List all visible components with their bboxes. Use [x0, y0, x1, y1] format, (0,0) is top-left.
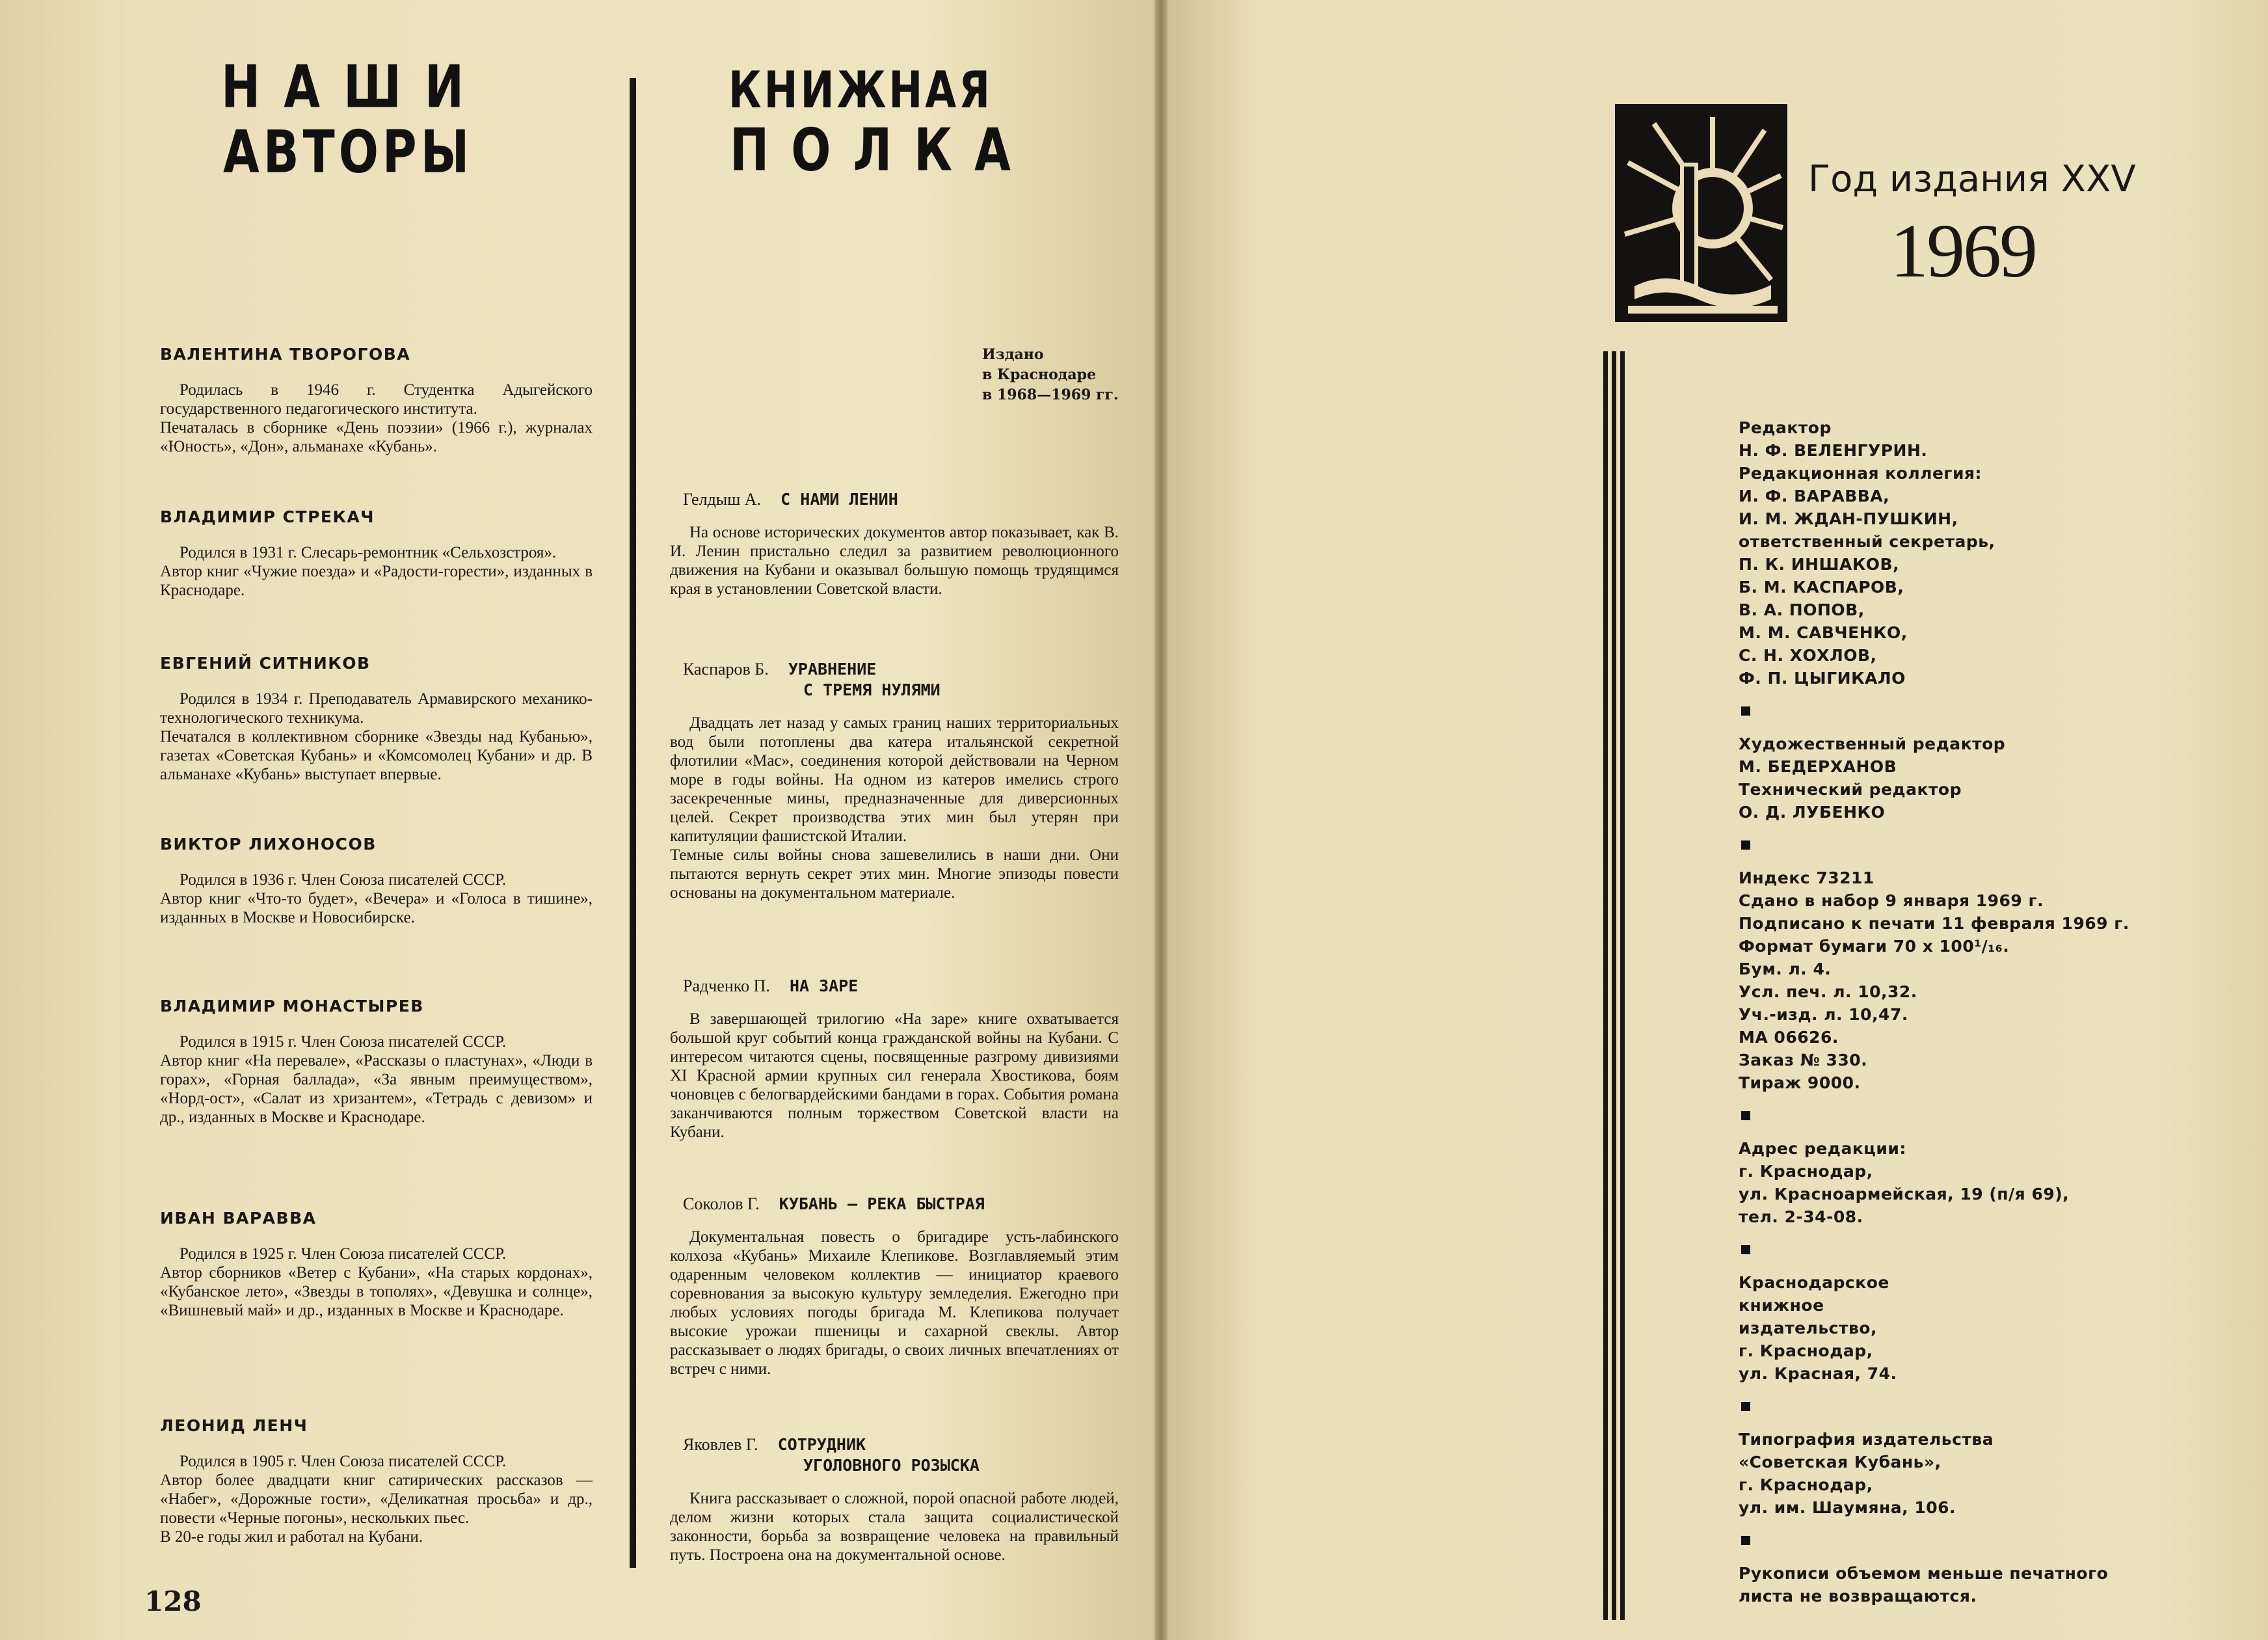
imprint-line: Рукописи объемом меньше печатного: [1739, 1564, 2109, 1583]
bullet-square-icon: [1741, 1402, 1750, 1411]
author-name: ВЛАДИМИР СТРЕКАЧ: [160, 507, 375, 526]
book-heading: [683, 1194, 1119, 1215]
imprint-line: Б. М. КАСПАРОВ,: [1739, 578, 1904, 597]
imprint-line: Тираж 9000.: [1739, 1073, 1861, 1092]
imprint-line: ул. им. Шаумяна, 106.: [1739, 1498, 1956, 1517]
decorative-vertical-lines: [1603, 351, 1626, 1620]
book-author: Яковлев Г.: [683, 1435, 758, 1454]
book-description: Двадцать лет назад у самых границ наших территориальных вод были потоплены два катера итальянской секретной флотилии «Мас», соединения которой действовали на Черном море в годы войны. На одном из катеров имелись строго засекреченные мины, предназначенные для диверсионных целей. Секрет производства этих мин был утерян при капитуляции фашистской Италии. Темные силы войны снова зашевелились в наши дни. Они пытаются вернуть секрет этих мин. Многие эпизоды повести основаны на документальном материале.: [670, 714, 1119, 902]
author-bio: Родился в 1936 г. Член Союза писателей СССР. Автор книг «Что-то будет», «Вечера» и «Голоса в тишине», изданных в Москве и Новосибирске.: [160, 871, 593, 926]
author-bio: Родилась в 1946 г. Студентка Адыгейского государственного педагогического института. Печаталась в сборнике «День поэзии» (1966 г.), журналах «Юность», «Дон», альманахе «Кубань».: [160, 381, 593, 455]
imprint-line: Адрес редакции:: [1739, 1139, 1906, 1158]
imprint-line: г. Краснодар,: [1739, 1341, 1873, 1360]
author-entry: [160, 654, 593, 784]
author-entry: [160, 835, 593, 927]
book-author: Гелдыш А.: [683, 490, 762, 509]
imprint-line: М. БЕДЕРХАНОВ: [1739, 757, 1897, 776]
book-description: На основе исторических документов автор показывает, как В. И. Ленин пристально следил за развитием революционного движения на Кубани и оказывал большую помощь трудящимся края в установлении Советской власти.: [670, 524, 1119, 598]
author-entry: [160, 507, 593, 600]
bullet-square-icon: [1741, 840, 1750, 850]
imprint-line: И. Ф. ВАРАВВА,: [1739, 487, 1890, 505]
book-title: СОТРУДНИК: [777, 1435, 866, 1454]
imprint-line: Художественный редактор: [1739, 734, 2006, 753]
imprint-line: Редакционная коллегия:: [1739, 464, 1982, 483]
imprint-line: Формат бумаги 70 x 100¹/₁₆.: [1739, 937, 2010, 956]
bullet-square-icon: [1741, 1111, 1750, 1120]
imprint-line: Бум. л. 4.: [1739, 960, 1832, 978]
author-name: ВЛАДИМИР МОНАСТЫРЕВ: [160, 997, 424, 1015]
author-name: ИВАН ВАРАВВА: [160, 1209, 317, 1228]
book-author: Радченко П.: [683, 976, 770, 995]
imprint-line: Типография издательства: [1739, 1430, 1994, 1449]
author-bio: Родился в 1905 г. Член Союза писателей СССР. Автор более двадцати книг сатирических рассказов — «Набег», «Дорожные гости», «Деликатная просьба» и др., повести «Черные погоны», нескольких пьес. В 20-е годы жил и работал на Кубани.: [160, 1453, 593, 1546]
imprint-line: Ф. П. ЦЫГИКАЛО: [1739, 669, 1906, 688]
year-of-publication-label: Год издания XXV: [1808, 158, 2136, 200]
heading-polka: ПОЛКА: [730, 115, 1033, 184]
book-entry: [670, 1194, 1119, 1378]
imprint-line: Уч.-изд. л. 10,47.: [1739, 1005, 1908, 1024]
imprint-block: [1739, 416, 2233, 1607]
heading-knizhnaya: КНИЖНАЯ: [728, 60, 993, 120]
imprint-line: г. Краснодар,: [1739, 1475, 1873, 1494]
book-entry: [670, 976, 1119, 1142]
author-entry: [160, 1416, 593, 1546]
imprint-line: В. А. ПОПОВ,: [1739, 600, 1865, 619]
book-author: Соколов Г.: [683, 1194, 760, 1213]
imprint-line: О. Д. ЛУБЕНКО: [1739, 803, 1886, 822]
author-entry: [160, 997, 593, 1127]
imprint-line: издательство,: [1739, 1319, 1877, 1338]
book-title: КУБАНЬ — РЕКА БЫСТРАЯ: [779, 1194, 985, 1213]
book-title: С НАМИ ЛЕНИН: [780, 490, 898, 509]
author-entry: [160, 1209, 593, 1320]
bullet-square-icon: [1741, 1245, 1750, 1254]
imprint-line: Н. Ф. ВЕЛЕНГУРИН.: [1739, 441, 1928, 460]
imprint-line: книжное: [1739, 1296, 1824, 1315]
imprint-line: ул. Красная, 74.: [1739, 1364, 1897, 1383]
imprint-line: МА 06626.: [1739, 1028, 1839, 1047]
heading-avtory: АВТОРЫ: [223, 117, 474, 186]
author-name: ВАЛЕНТИНА ТВОРОГОВА: [160, 345, 411, 364]
imprint-line: тел. 2-34-08.: [1739, 1207, 1863, 1226]
author-name: ЛЕОНИД ЛЕНЧ: [160, 1416, 308, 1435]
imprint-line: ответственный секретарь,: [1739, 532, 1995, 551]
imprint-line: Индекс 73211: [1739, 868, 1874, 887]
book-entry: [670, 489, 1119, 598]
author-bio: Родился в 1925 г. Член Союза писателей СССР. Автор сборников «Ветер с Кубани», «На старых кордонах», «Кубанское лето», «Звезды в тополях», «Девушка и солнце», «Вишневый май» и др., изданных в Москве и Краснодаре.: [160, 1245, 593, 1319]
column-divider: [630, 78, 636, 1568]
page-number: 128: [144, 1585, 202, 1617]
sun-wheat-emblem-icon: [1615, 104, 1787, 322]
imprint-line: Краснодарское: [1739, 1273, 1889, 1292]
imprint-line: листа не возвращаются.: [1739, 1587, 1977, 1606]
bullet-square-icon: [1741, 706, 1750, 716]
imprint-line: Технический редактор: [1739, 780, 1962, 799]
author-name: ВИКТОР ЛИХОНОСОВ: [160, 835, 377, 854]
imprint-line: Подписано к печати 11 февраля 1969 г.: [1739, 914, 2129, 933]
year: 1969: [1890, 208, 2036, 293]
published-note: Издано в Краснодаре в 1968—1969 гг.: [982, 346, 1119, 403]
author-bio: Родился в 1915 г. Член Союза писателей СССР. Автор книг «На перевале», «Рассказы о пластунах», «Люди в горах», «Горная баллада», «За явным преимуществом», «Норд-ост», «Салат из хризантем», «Тетрадь с девизом» и др., изданных в Москве и Краснодаре.: [160, 1033, 593, 1126]
book-heading: [683, 976, 1119, 997]
bullet-square-icon: [1741, 1536, 1750, 1545]
author-name: ЕВГЕНИЙ СИТНИКОВ: [160, 654, 371, 673]
imprint-line: Сдано в набор 9 января 1969 г.: [1739, 891, 2044, 910]
book-description: Документальная повесть о бригадире усть-лабинского колхоза «Кубань» Михаиле Клепикове. Возглавляемый этим одаренным человеком коллектив — инициатор краевого соревнования за высокую культуру земледелия. Ежегодно при любых условиях погоды бригада М. Клепикова получает высокие урожаи пшеницы и сахарной свеклы. Автор рассказывает о людях бригады, о своих личных впечатлениях от встреч с ними.: [670, 1228, 1119, 1378]
author-entry: [160, 345, 593, 456]
author-bio: Родился в 1934 г. Преподаватель Армавирского механико-технологического техникума. Печатался в коллективном сборнике «Звезды над Кубанью», газетах «Советская Кубань» и «Комсомолец Кубани» и др. В альманахе «Кубань» выступает впервые.: [160, 690, 593, 783]
book-gutter: [1154, 0, 1167, 1640]
author-bio: Родился в 1931 г. Слесарь-ремонтник «Сельхозстроя». Автор книг «Чужие поезда» и «Радости-горести», изданных в Краснодаре.: [160, 544, 593, 599]
book-entry: [670, 659, 1119, 902]
imprint-line: «Советская Кубань»,: [1739, 1453, 1941, 1472]
imprint-line: С. Н. ХОХЛОВ,: [1739, 646, 1877, 665]
imprint-line: Редактор: [1739, 418, 1832, 437]
book-description: Книга рассказывает о сложной, порой опасной работе людей, делом жизни которых стала защита социалистической законности, борьба за возвращение человека на правильный путь. Построена она на документальной основе.: [670, 1490, 1119, 1564]
imprint-line: И. М. ЖДАН-ПУШКИН,: [1739, 509, 1958, 528]
imprint-line: ул. Красноармейская, 19 (п/я 69),: [1739, 1185, 2070, 1203]
book-heading: [683, 1434, 1119, 1476]
book-title: НА ЗАРЕ: [789, 976, 859, 995]
book-title-continued: С ТРЕМЯ НУЛЯМИ: [803, 680, 941, 699]
heading-nashi: НАШИ: [221, 52, 488, 121]
imprint-line: г. Краснодар,: [1739, 1162, 1873, 1181]
book-author: Каспаров Б.: [683, 660, 769, 679]
book-description: В завершающей трилогию «На заре» книге охватывается большой круг событий конца гражданской войны на Кубани. С интересом читаются сцены, посвященные разгрому дивизиями XI Красной армии крупных сил генерала Хвостикова, боям чоновцев с белогвардейскими бандами в горах. События романа заканчиваются полным торжеством Советской власти на Кубани.: [670, 1010, 1119, 1141]
book-heading: [683, 489, 1119, 510]
book-title-continued: УГОЛОВНОГО РОЗЫСКА: [803, 1456, 980, 1475]
imprint-line: П. К. ИНШАКОВ,: [1739, 555, 1900, 574]
imprint-line: М. М. САВЧЕНКО,: [1739, 623, 1908, 642]
book-heading: [683, 659, 1119, 701]
book-title: УРАВНЕНИЕ: [788, 660, 877, 679]
imprint-line: Усл. печ. л. 10,32.: [1739, 982, 1917, 1001]
imprint-line: Заказ № 330.: [1739, 1051, 1868, 1069]
book-entry: [670, 1434, 1119, 1565]
